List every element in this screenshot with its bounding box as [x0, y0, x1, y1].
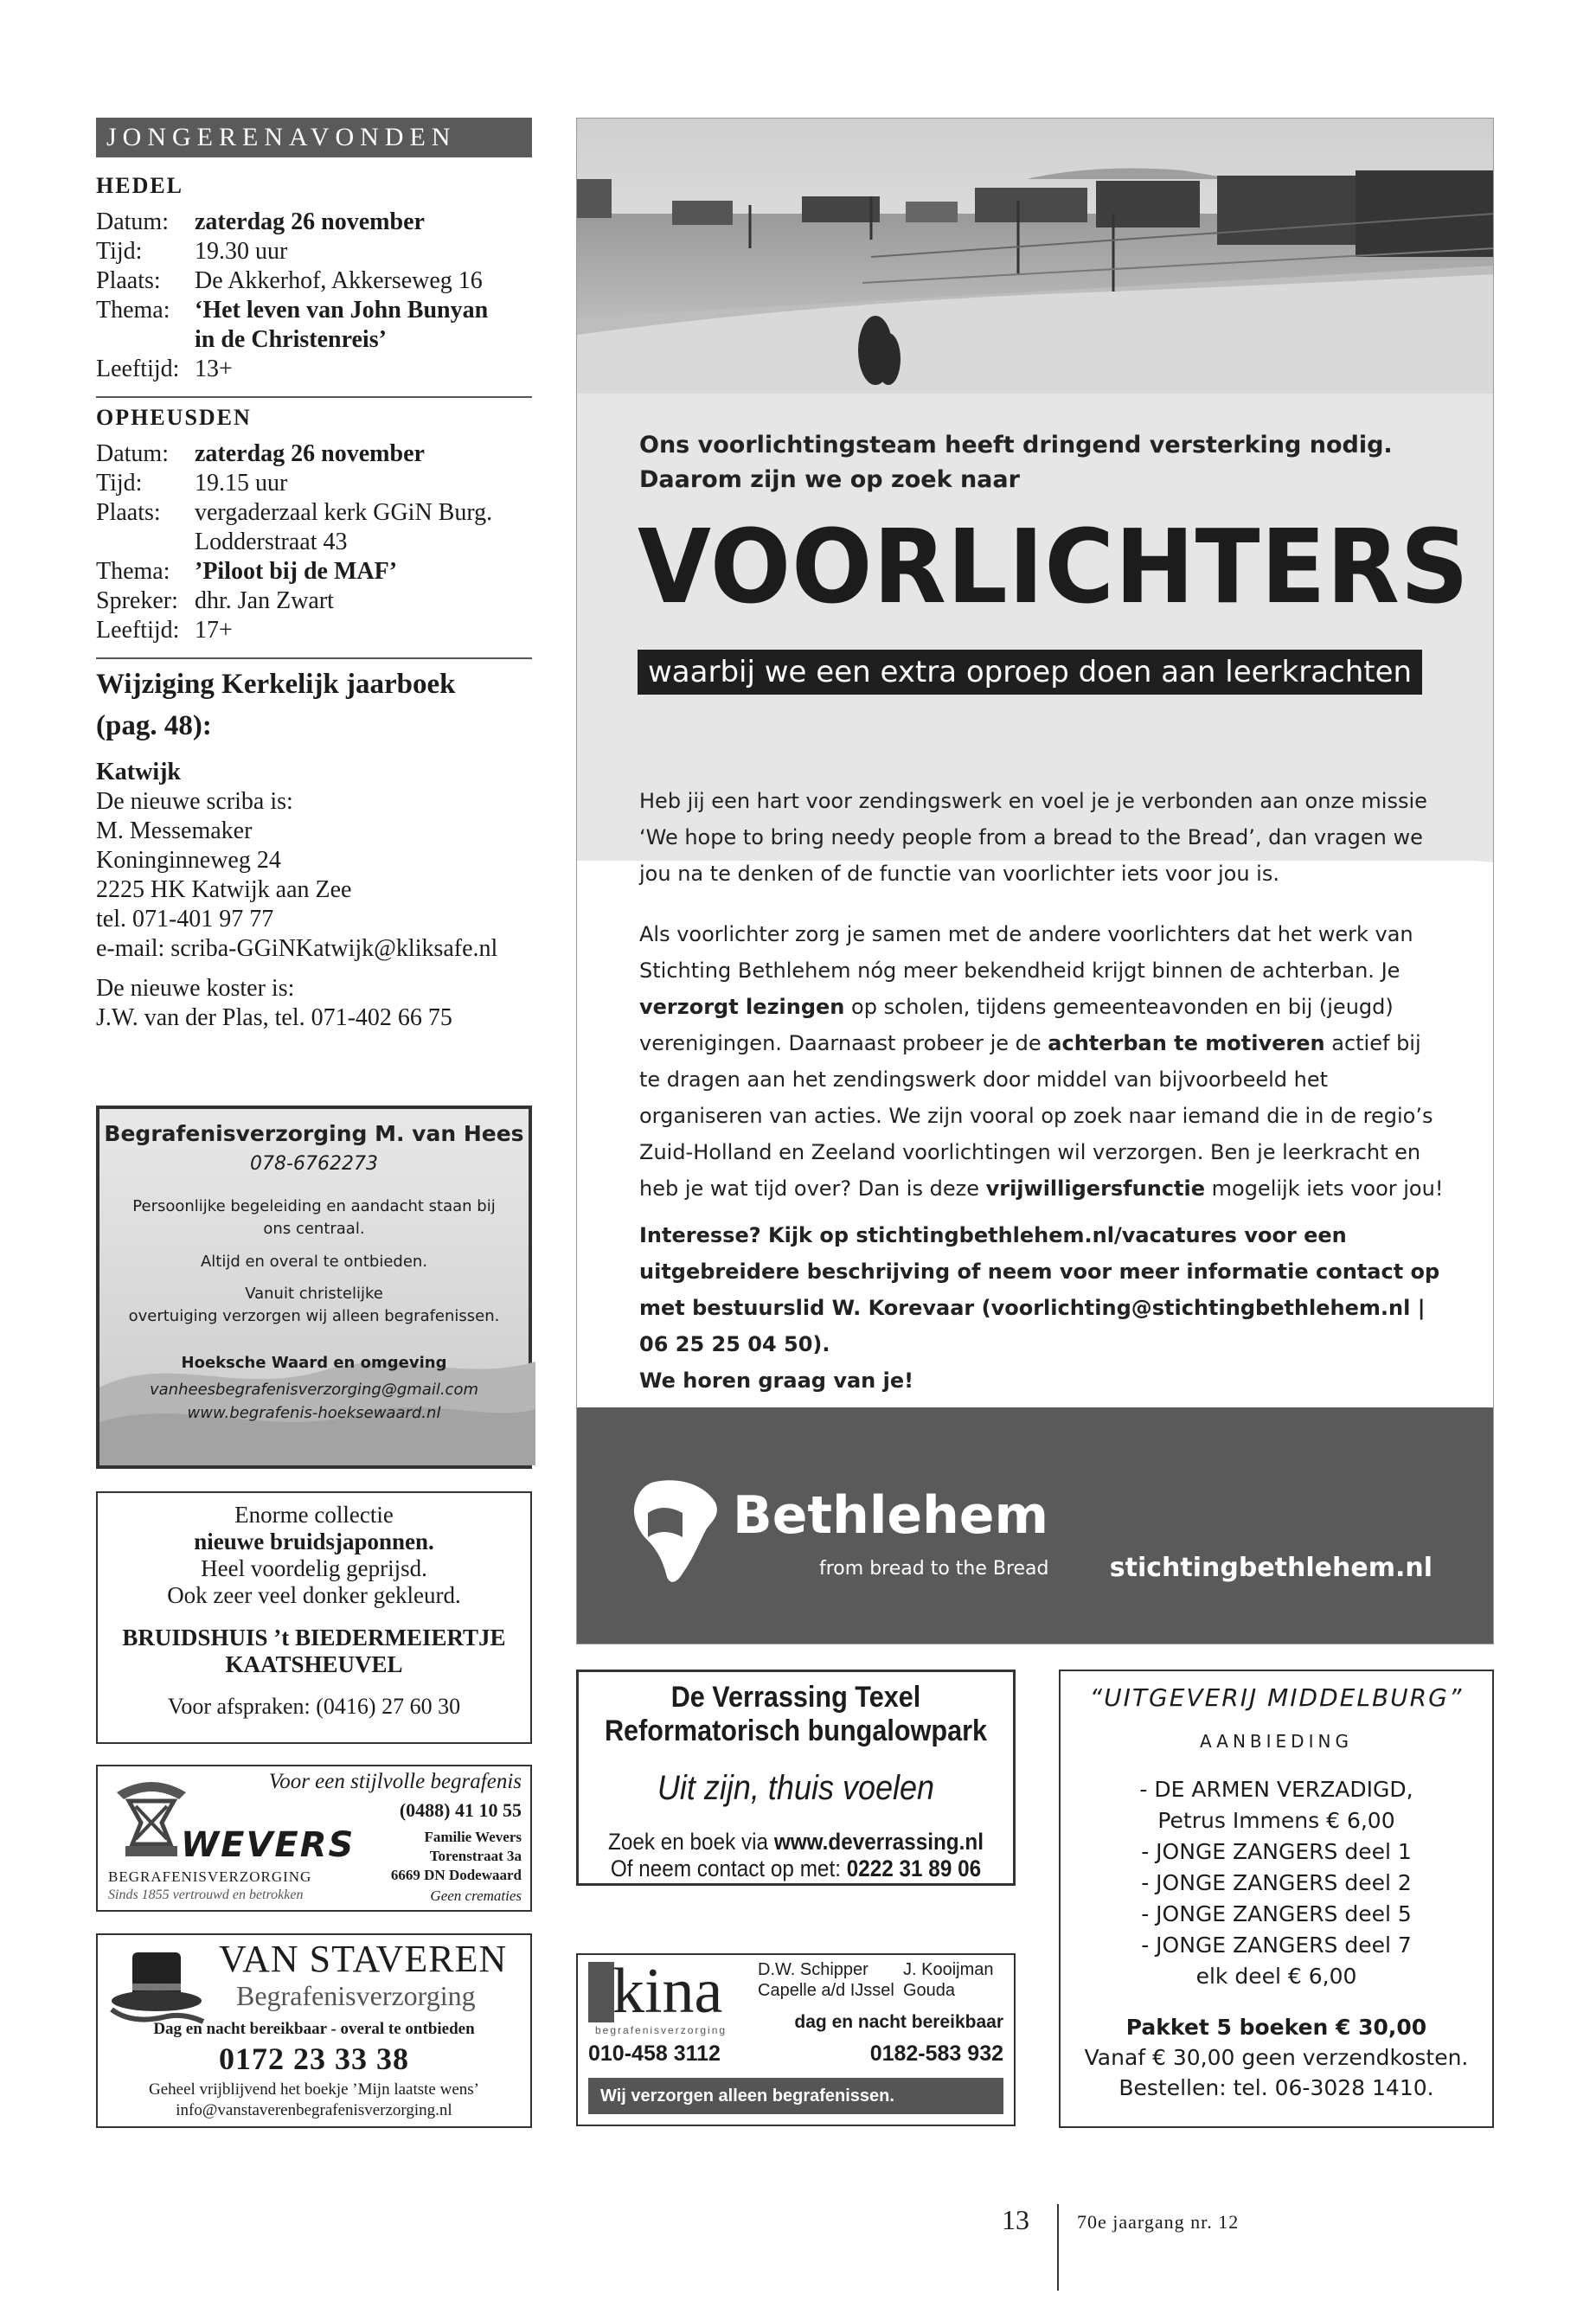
wevers-family: Familie Wevers [424, 1829, 522, 1845]
uitgeverij-item: - JONGE ZANGERS deel 2 [1141, 1870, 1412, 1895]
info-row [96, 586, 492, 616]
info-label: Leeftijd: [96, 617, 180, 644]
opheusden-block [96, 405, 532, 645]
hedel-heading: HEDEL [96, 173, 184, 198]
body-paragraph-3 [639, 1217, 1444, 1399]
bruid-name2: KAATSHEUVEL [225, 1651, 403, 1677]
uitgeverij-sub: AANBIEDING [1200, 1731, 1353, 1752]
uitgeverij-order: Bestellen: tel. 06-3028 1410. [1118, 2075, 1434, 2100]
info-row [96, 208, 488, 237]
jaarboek-block [96, 666, 532, 1033]
texel-book [600, 1829, 991, 1856]
p2-intro: Als voorlichter zorg je samen met de andere voorlichters dat het werk van Stichting Bethlehem nóg meer bekendheid krijgt binnen de achterban. [639, 922, 1413, 983]
uitgeverij-item: elk deel € 6,00 [1195, 1964, 1357, 1989]
opheusden-heading: OPHEUSDEN [96, 405, 252, 430]
lead-text [639, 428, 1393, 497]
info-row [96, 355, 488, 384]
jaarboek-place: Katwijk [96, 759, 181, 785]
info-value: dhr. Jan Zwart [195, 587, 334, 614]
ad-van-staveren [96, 1933, 532, 2128]
footer-divider [1057, 2204, 1059, 2291]
jaarboek-line: M. Messemaker [96, 817, 253, 844]
info-value: zaterdag 26 november [195, 208, 425, 235]
info-label: Tijd: [96, 238, 143, 265]
kina-name1: D.W. Schipper [758, 1960, 869, 1979]
ad-bruidshuis [96, 1491, 532, 1744]
kina-place2: Gouda [903, 1981, 956, 2000]
jaarboek-title-1: Wijziging Kerkelijk jaarboek [96, 669, 456, 700]
info-label: Datum: [96, 440, 169, 467]
hees-line2: ons centraal. [263, 1220, 365, 1238]
bruid-name1: BRUIDSHUIS ’t BIEDERMEIERTJE [122, 1625, 506, 1650]
jaarboek-line: Koninginneweg 24 [96, 847, 281, 874]
hees-line5: overtuiging verzorgen wij alleen begrafenissen. [128, 1307, 500, 1325]
koster-line-1: De nieuwe koster is: [96, 975, 295, 1002]
jaarboek-line: 2225 HK Katwijk aan Zee [96, 876, 352, 903]
uitgeverij-item: - JONGE ZANGERS deel 1 [1141, 1839, 1412, 1864]
hees-email[interactable]: vanheesbegrafenisverzorging@gmail.com [150, 1381, 478, 1399]
info-value: ‘Het leven van John Bunyan [195, 297, 489, 324]
bethlehem-footer [577, 1407, 1494, 1644]
p2-bold-1: verzorgt lezingen [639, 995, 845, 1019]
kina-phone2: 0182-583 932 [869, 2041, 1003, 2066]
hees-region: Hoeksche Waard en omgeving [181, 1354, 447, 1372]
contact-text: Interesse? Kijk op stichtingbethlehem.nl/vacatures voor een uitgebreidere beschrijving of neem voor meer informatie contact op met bestuurslid W. Korevaar (voorlichting@stichtingbethlehem.nl | 06 25 25 04 50). [639, 1223, 1440, 1356]
p2-bold-3: vrijwilligersfunctie [985, 1176, 1205, 1201]
hedel-block [96, 173, 532, 384]
uitgeverij-shipping: Vanaf € 30,00 geen verzendkosten. [1084, 2045, 1469, 2070]
hees-line1: Persoonlijke begeleiding en aandacht staan bij [132, 1197, 496, 1215]
ad-wevers [96, 1765, 532, 1912]
wevers-city: 6669 DN Dodewaard [390, 1867, 522, 1883]
ad-uitgeverij-middelburg [1059, 1670, 1494, 2128]
hedel-table [96, 208, 488, 384]
kina-phone1: 010-458 3112 [588, 2041, 721, 2066]
bruid-line3: Heel voordelig geprijsd. [201, 1555, 427, 1581]
info-value: zaterdag 26 november [195, 440, 425, 467]
info-label: Tijd: [96, 470, 143, 497]
info-row [96, 296, 488, 325]
section-band-title: JONGERENAVONDEN [96, 118, 532, 157]
hees-web[interactable]: www.begrafenis-hoeksewaard.nl [187, 1404, 441, 1422]
bethlehem-logo-text: Bethlehem [733, 1485, 1049, 1546]
left-column [96, 118, 532, 1033]
vanstaveren-tag: Dag en nacht bereikbaar - overal te ontbieden [153, 2020, 475, 2038]
hees-line3: Altijd en overal te ontbieden. [200, 1253, 428, 1271]
wevers-slogan: Voor een stijlvolle begrafenis [268, 1770, 522, 1793]
info-row [96, 237, 488, 266]
info-value: 13+ [195, 356, 233, 382]
info-label: Leeftijd: [96, 356, 180, 382]
closing-line: We horen graag van je! [639, 1368, 914, 1393]
info-label [96, 325, 195, 355]
ad-van-hees [96, 1106, 532, 1469]
vanstaveren-line2[interactable]: info@vanstaverenbegrafenisverzorging.nl [176, 2101, 452, 2119]
wevers-phone: (0488) 41 10 55 [399, 1799, 522, 1821]
kina-logo: kina [612, 1956, 723, 2027]
info-label: Spreker: [96, 587, 178, 614]
p2-post: actief bij te dragen aan het zendingswerk door middel van bijvoorbeeld het organiseren van acties. We zijn vooral op zoek naar iemand die in de regio’s Zuid-Holland en Zeeland voorlichtingen wil verzorgen. Ben je leerkracht en heb je wat tijd over? Dan is deze [639, 1031, 1433, 1201]
info-value: ’Piloot bij de MAF’ [195, 558, 398, 585]
jaarboek-line: tel. 071-401 97 77 [96, 906, 274, 933]
subhead: waarbij we een extra oproep doen aan leerkrachten [638, 650, 1422, 695]
info-row [96, 616, 492, 645]
kina-bar: Wij verzorgen alleen begrafenissen. [588, 2078, 1003, 2114]
bethlehem-tagline: from bread to the Bread [819, 1558, 1049, 1580]
uitgeverij-item: - JONGE ZANGERS deel 7 [1141, 1932, 1412, 1958]
info-value: Lodderstraat 43 [195, 529, 348, 555]
info-value: De Akkerhof, Akkerseweg 16 [195, 267, 483, 294]
wevers-sub: BEGRAFENISVERZORGING [108, 1868, 312, 1885]
issue-label: 70e jaargang nr. 12 [1077, 2211, 1240, 2233]
vanstaveren-phone: 0172 23 33 38 [219, 2041, 409, 2076]
hees-title: Begrafenisverzorging M. van Hees [104, 1121, 524, 1146]
p2-bold-2: achterban te motiveren [1048, 1031, 1325, 1055]
africa-bread-logo-icon [629, 1477, 724, 1589]
bethlehem-ad [576, 118, 1494, 1644]
info-row [96, 528, 492, 557]
top-hat-icon [106, 1947, 210, 2025]
info-value: 19.30 uur [195, 238, 288, 265]
info-value: 17+ [195, 617, 233, 644]
lead-line-1: Ons voorlichtingsteam heeft dringend versterking nodig. [639, 432, 1393, 458]
page-number: 13 [1002, 2204, 1029, 2235]
kina-name2: J. Kooijman [903, 1960, 994, 1979]
wevers-note: Geen crematies [430, 1888, 522, 1904]
jaarboek-line: De nieuwe scriba is: [96, 788, 293, 815]
info-value: in de Christenreis’ [195, 326, 387, 353]
vanstaveren-line1: Geheel vrijblijvend het boekje ’Mijn laatste wens’ [149, 2080, 479, 2099]
info-row [96, 498, 492, 528]
lead-line-2: Daarom zijn we op zoek naar [639, 466, 1020, 493]
info-row [96, 557, 492, 586]
info-label: Plaats: [96, 267, 161, 294]
info-value: 19.15 uur [195, 470, 288, 497]
wevers-street: Torenstraat 3a [429, 1848, 522, 1864]
uitgeverij-title: “UITGEVERIJ MIDDELBURG” [1089, 1683, 1464, 1712]
divider [96, 657, 532, 659]
info-label: Thema: [96, 297, 170, 324]
info-label: Thema: [96, 558, 170, 585]
divider [96, 396, 532, 398]
hees-phone: 078-6762273 [250, 1153, 378, 1175]
uitgeverij-list [1061, 1774, 1492, 1992]
bruid-line4: Ook zeer veel donker gekleurd. [167, 1582, 461, 1608]
info-row [96, 325, 488, 355]
texel-contact-phone: 0222 31 89 06 [846, 1856, 982, 1881]
info-label: Datum: [96, 208, 169, 235]
p2-mid: op scholen, tijdens gemeenteavonden en bij (jeugd) verenigingen. Daarnaast probeer je de [639, 995, 1394, 1055]
koster-line-2: J.W. van der Plas, tel. 071-402 66 75 [96, 1004, 452, 1031]
bethlehem-url[interactable]: stichtingbethlehem.nl [1109, 1553, 1433, 1583]
p2-end: mogelijk iets voor jou! [1205, 1176, 1444, 1201]
vanstaveren-name: VAN STAVEREN [219, 1938, 508, 1980]
vanstaveren-sub: Begrafenisverzorging [236, 1980, 476, 2011]
kina-avail: dag en nacht bereikbaar [794, 2012, 1003, 2032]
p2-pre: Je [1381, 958, 1401, 983]
body-paragraph-2 [639, 916, 1444, 1207]
bruid-contact: Voor afspraken: (0416) 27 60 30 [167, 1694, 461, 1719]
texel-title2: Reformatorisch bungalowpark [604, 1715, 988, 1747]
kina-place1: Capelle a/d IJssel [758, 1981, 894, 2000]
body-paragraph-1: Heb jij een hart voor zendingswerk en voel je je verbonden aan onze missie ‘We hope to bring needy people from a bread to the Bread’, dan vragen we jou na te denken of de functie van voorlichter iets voor jou is. [639, 789, 1427, 886]
uitgeverij-item: - JONGE ZANGERS deel 5 [1141, 1901, 1412, 1926]
texel-title1: De Verrassing Texel [670, 1681, 921, 1714]
township-photo [577, 119, 1494, 394]
texel-contact-pre: Of neem contact op met: [610, 1856, 847, 1881]
info-row [96, 439, 492, 469]
texel-book-url[interactable]: www.deverrassing.nl [773, 1829, 984, 1855]
wevers-brand: WEVERS [181, 1825, 356, 1865]
kina-logo-block [588, 1962, 614, 2022]
texel-book-pre: Zoek en boek via [607, 1829, 774, 1855]
hees-line4: Vanuit christelijke [245, 1285, 383, 1303]
ad-kina [576, 1953, 1016, 2126]
info-label: Plaats: [96, 499, 161, 526]
opheusden-table [96, 439, 492, 645]
wevers-since: Sinds 1855 vertrouwd en betrokken [108, 1888, 304, 1902]
jaarboek-title-2: (pag. 48): [96, 710, 212, 741]
bruid-line1: Enorme collectie [234, 1502, 394, 1528]
info-label [96, 528, 195, 557]
info-row [96, 469, 492, 498]
kina-logo-sub: begrafenisverzorging [595, 2024, 727, 2036]
info-value: vergaderzaal kerk GGiN Burg. [195, 499, 493, 526]
texel-contact [600, 1856, 991, 1882]
uitgeverij-item: Petrus Immens € 6,00 [1157, 1808, 1395, 1833]
jaarboek-email[interactable]: e-mail: scriba-GGiNKatwijk@kliksafe.nl [96, 935, 498, 962]
uitgeverij-item: - DE ARMEN VERZADIGD, [1139, 1777, 1413, 1802]
info-row [96, 266, 488, 296]
uitgeverij-pakket: Pakket 5 boeken € 30,00 [1125, 2015, 1427, 2040]
bruid-line2: nieuwe bruidsjaponnen. [194, 1529, 434, 1554]
ad-verrassing-texel [576, 1670, 1016, 1886]
texel-slogan: Uit zijn, thuis voelen [657, 1769, 935, 1807]
headline: VOORLICHTERS [638, 507, 1470, 626]
